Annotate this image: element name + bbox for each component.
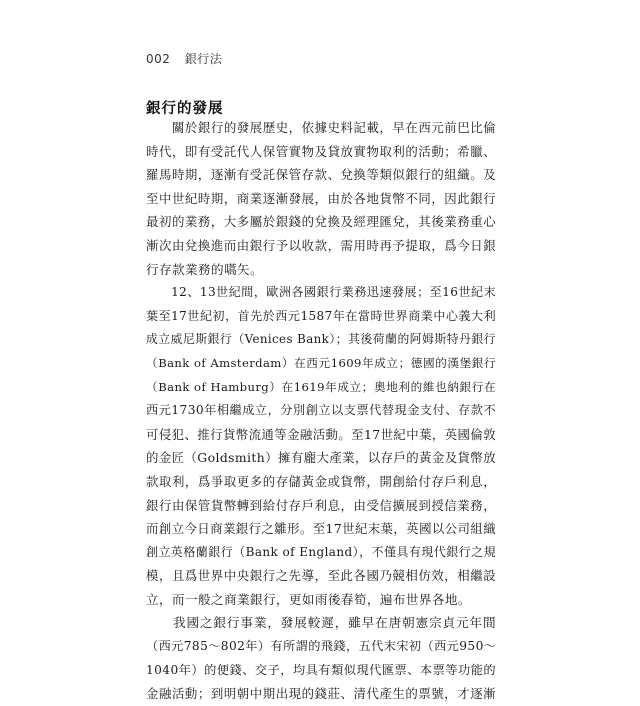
- text-line: 1040年）的便錢、交子，均具有類似現代匯票、本票等功能的: [146, 662, 496, 677]
- text-line: 漸次由兌換進而由銀行予以收款，需用時再予提取，爲今日銀: [146, 237, 496, 253]
- text-line: （西元785～802年）有所謂的飛錢，五代末宋初（西元950～: [146, 639, 496, 654]
- text-line: 模，且爲世界中央銀行之先導，至此各國乃競相仿效，相繼設: [146, 568, 496, 584]
- text-line: （Bank of Hamburg）在1619年成立；奧地利的維也納銀行在: [146, 379, 496, 394]
- text-line: 至中世紀時期，商業逐漸發展，由於各地貨幣不同，因此銀行: [146, 190, 496, 206]
- text-line: 金融活動；到明朝中期出現的錢莊、清代產生的票號，才逐漸: [146, 686, 496, 702]
- text-line: 12、13世紀間，歐洲各國銀行業務迅速發展；至16世紀末: [146, 285, 496, 300]
- text-line: 立，而一般之商業銀行，更如雨後春筍，遍布世界各地。: [146, 591, 471, 607]
- running-header: [146, 50, 222, 67]
- text-line: 葉至17世紀初，首先於西元1587年在當時世界商業中心義大利: [146, 308, 496, 323]
- text-line: 西元1730年相繼成立，分別創立以支票代替現金支付、存款不: [146, 403, 496, 418]
- text-line: 關於銀行的發展歷史，依據史料記載，早在西元前巴比倫: [146, 120, 496, 135]
- text-line: 的金匠（Goldsmith）擁有龐大產業，以存戶的黃金及貨幣放: [146, 450, 496, 466]
- text-line: 最初的業務，大多屬於銀錢的兌換及經理匯兌，其後業務重心: [146, 214, 496, 230]
- text-line: 羅馬時期，逐漸有受託保管存款、兌換等類似銀行的組織。及: [146, 167, 496, 183]
- text-line: 款取利，爲爭取更多的存儲黃金或貨幣，開創給付存戶利息，: [146, 473, 496, 489]
- body-text: [146, 116, 496, 706]
- text-line: 可侵犯、推行貨幣流通等金融活動。至17世紀中葉，英國倫敦: [146, 426, 496, 442]
- text-line: 行存款業務的嚆矢。: [146, 261, 263, 277]
- book-title: 銀行法: [184, 52, 223, 66]
- text-line: 銀行由保管貨幣轉到給付存戶利息，由受信擴展到授信業務，: [146, 497, 496, 513]
- text-line: 成立威尼斯銀行（Venices Bank）；其後荷蘭的阿姆斯特丹銀行: [146, 332, 496, 347]
- text-line: （Bank of Amsterdam）在西元1609年成立；德國的漢堡銀行: [146, 355, 496, 370]
- page-number: 002: [146, 52, 171, 66]
- text-line: 時代，即有受託代人保管實物及貸放實物取利的活動；希臘、: [146, 143, 496, 159]
- section-heading: 銀行的發展: [146, 101, 224, 117]
- text-line: 創立英格蘭銀行（Bank of England），不僅具有現代銀行之規: [146, 544, 496, 559]
- text-line: 我國之銀行事業，發展較遲，雖早在唐朝憲宗貞元年間: [146, 615, 496, 631]
- text-line: 而創立今日商業銀行之雛形。至17世紀末葉，英國以公司組織: [146, 521, 496, 537]
